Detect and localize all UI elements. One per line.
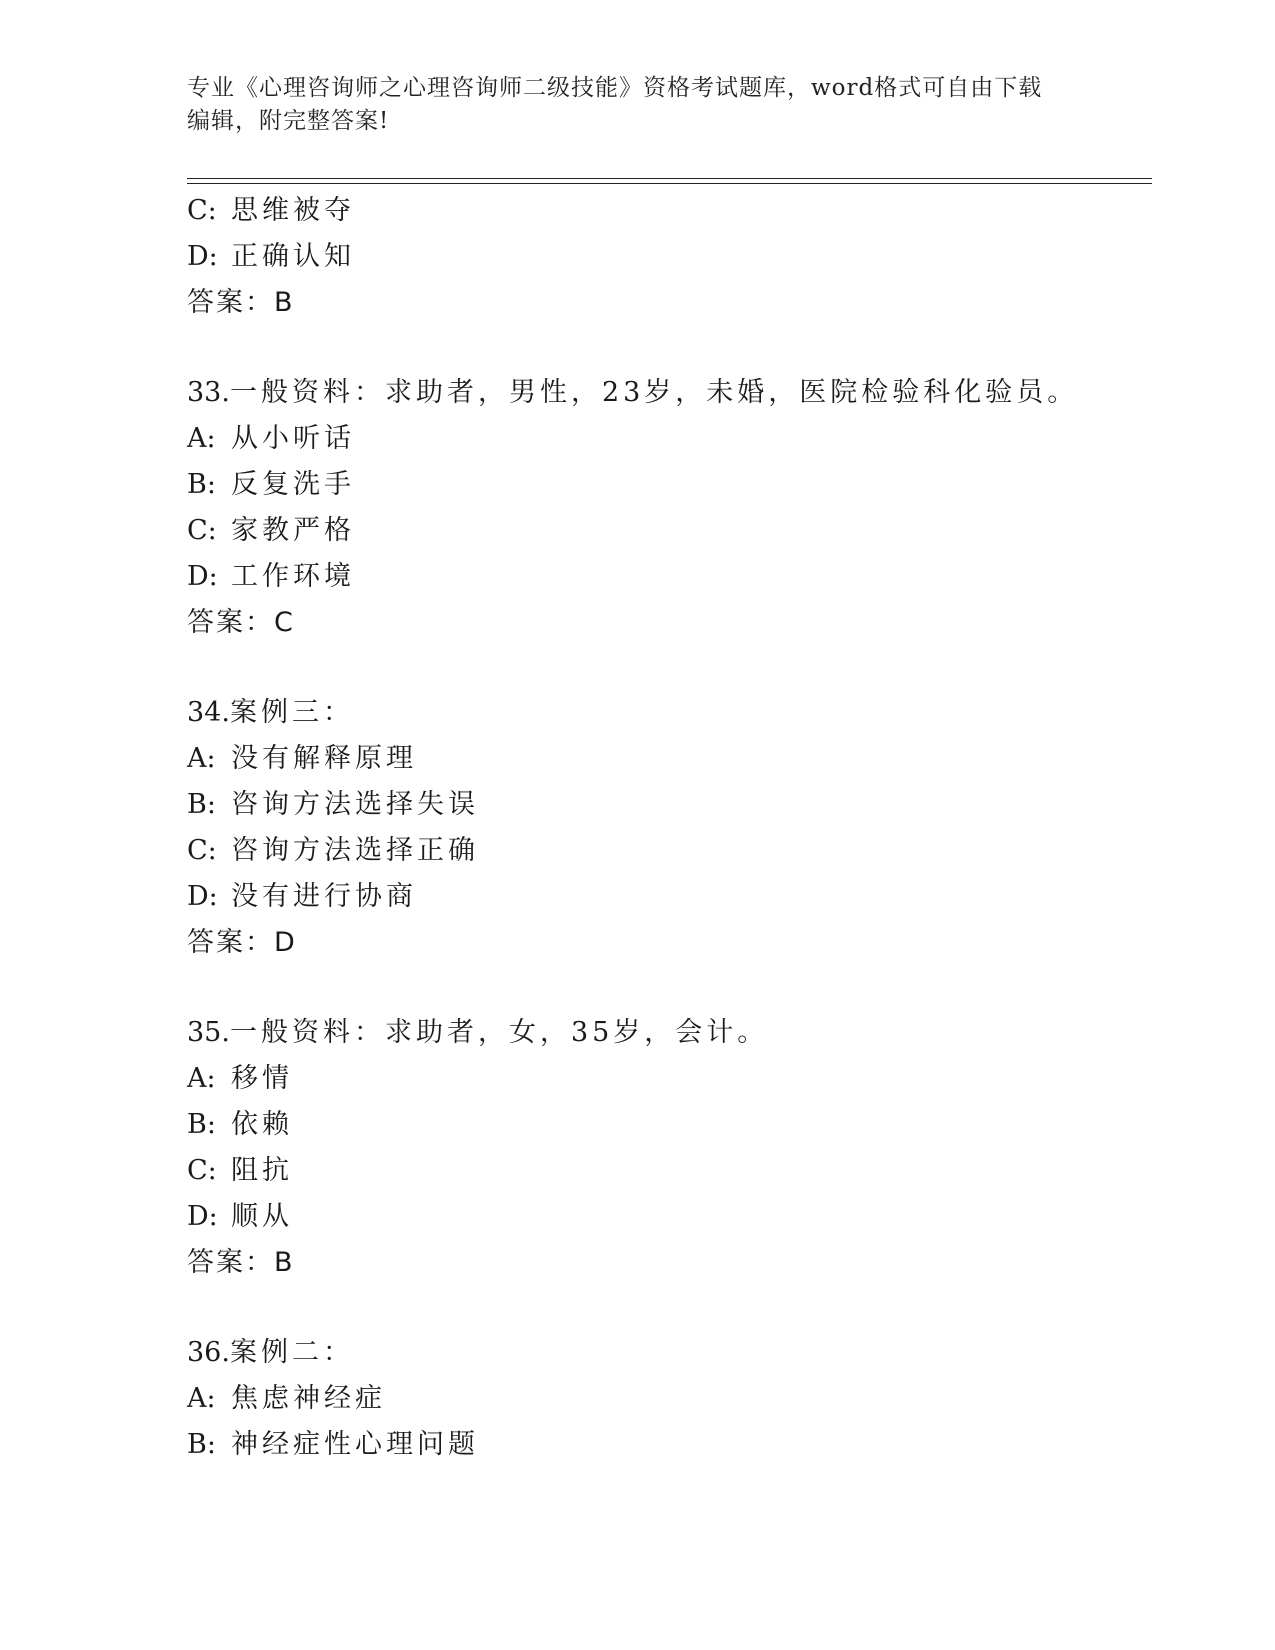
option-label: D:	[187, 561, 218, 592]
option-line	[187, 782, 1147, 828]
option-label: A:	[187, 1383, 216, 1414]
option-line	[187, 554, 1147, 600]
option-line	[187, 1422, 1147, 1468]
header-divider-bottom	[187, 183, 1152, 184]
question-text: 一般资料：求助者，女，35岁，会计。	[229, 1017, 769, 1048]
answer-line: 答案：C	[187, 607, 295, 638]
question-stem	[187, 1330, 1147, 1376]
question-number: 35.	[187, 1017, 230, 1048]
option-line	[187, 828, 1147, 874]
option-line	[187, 234, 1147, 280]
option-text: 家教严格	[231, 515, 355, 546]
option-text: 没有解释原理	[231, 743, 417, 774]
question-36	[187, 1330, 1147, 1468]
question-text: 案例二：	[229, 1337, 354, 1368]
option-label: D:	[187, 241, 218, 272]
option-text: 移情	[231, 1063, 293, 1094]
option-text: 咨询方法选择失误	[231, 789, 479, 820]
option-line	[187, 1056, 1147, 1102]
header-line-2: 编辑，附完整答案!	[187, 108, 390, 134]
answer-line: 答案：D	[187, 927, 297, 958]
option-text: 神经症性心理问题	[231, 1429, 479, 1460]
option-text: 咨询方法选择正确	[231, 835, 479, 866]
option-text: 工作环境	[231, 561, 355, 592]
option-label: C:	[187, 195, 217, 226]
option-label: D:	[187, 881, 218, 912]
document-header	[187, 72, 1087, 138]
answer-line: 答案：B	[187, 1247, 295, 1278]
question-text: 一般资料：求助者，男性，23岁，未婚，医院检验科化验员。	[229, 377, 1079, 408]
option-label: A:	[187, 423, 216, 454]
question-fragment	[187, 188, 1147, 326]
option-line	[187, 874, 1147, 920]
option-text: 没有进行协商	[231, 881, 417, 912]
question-33	[187, 370, 1147, 646]
question-stem	[187, 370, 1147, 416]
option-text: 阻抗	[231, 1155, 293, 1186]
answer-line: 答案：B	[187, 287, 295, 318]
question-35	[187, 1010, 1147, 1286]
option-label: C:	[187, 1155, 217, 1186]
question-number: 34.	[187, 697, 230, 728]
option-label: A:	[187, 1063, 216, 1094]
option-text: 焦虑神经症	[231, 1383, 386, 1414]
option-text: 思维被夺	[231, 195, 355, 226]
option-text: 反复洗手	[231, 469, 355, 500]
question-34	[187, 690, 1147, 966]
option-label: B:	[187, 789, 216, 820]
question-list	[187, 188, 1147, 1468]
option-text: 正确认知	[231, 241, 355, 272]
header-line-1: 专业《心理咨询师之心理咨询师二级技能》资格考试题库，word格式可自由下载	[187, 75, 1043, 101]
option-label: D:	[187, 1201, 218, 1232]
option-line	[187, 188, 1147, 234]
option-line	[187, 1376, 1147, 1422]
question-number: 36.	[187, 1337, 230, 1368]
option-line	[187, 508, 1147, 554]
option-line	[187, 1102, 1147, 1148]
option-line	[187, 416, 1147, 462]
option-text: 从小听话	[231, 423, 355, 454]
option-text: 依赖	[231, 1109, 293, 1140]
option-label: C:	[187, 835, 217, 866]
option-label: B:	[187, 1429, 216, 1460]
option-label: B:	[187, 469, 216, 500]
option-label: C:	[187, 515, 217, 546]
option-line	[187, 462, 1147, 508]
option-line	[187, 1148, 1147, 1194]
question-stem	[187, 1010, 1147, 1056]
option-line	[187, 1194, 1147, 1240]
header-divider-top	[187, 178, 1152, 179]
option-label: B:	[187, 1109, 216, 1140]
question-stem	[187, 690, 1147, 736]
option-line	[187, 736, 1147, 782]
question-number: 33.	[187, 377, 230, 408]
question-text: 案例三：	[229, 697, 354, 728]
option-label: A:	[187, 743, 216, 774]
option-text: 顺从	[231, 1201, 293, 1232]
